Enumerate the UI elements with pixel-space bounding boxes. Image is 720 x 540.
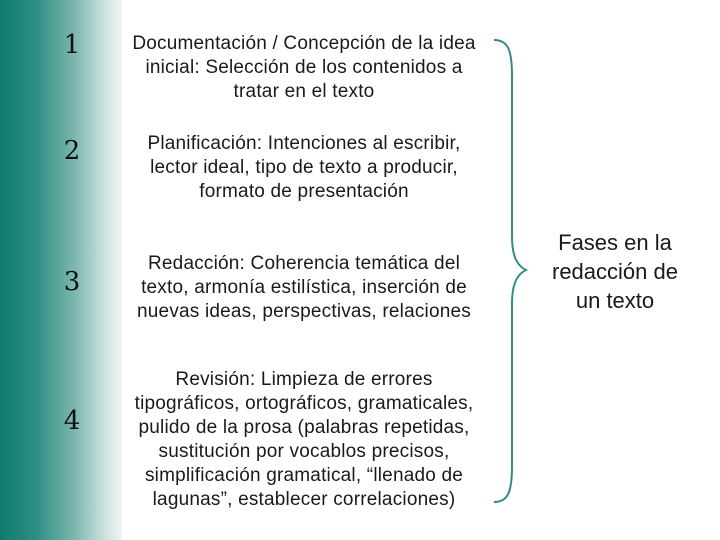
step-1-number: 1	[63, 30, 81, 60]
curly-brace-icon	[490, 36, 530, 506]
step-4-number: 4	[63, 406, 81, 436]
summary-label: Fases en la redacción de un texto	[552, 230, 678, 313]
grouping-brace	[490, 36, 530, 506]
step-3-number: 3	[63, 267, 81, 297]
step-3-text: Redacción: Coherencia temática del texto, armonía estilística, inserción de nuevas ideas, perspectivas, relaciones	[137, 253, 471, 322]
step-1-text: Documentación / Concepción de la idea inicial: Selección de los contenidos a tratar en el texto	[132, 33, 476, 102]
step-2-text: Planificación: Intenciones al escribir, lector ideal, tipo de texto a producir, formato de presentación	[147, 133, 461, 202]
step-2-number: 2	[63, 136, 81, 166]
step-4-text: Revisión: Limpieza de errores tipográficos, ortográficos, gramaticales, pulido de la prosa (palabras repetidas, sustitución por vocablos precisos, simplificación gramatical, “llenado de lagunas”, establecer correlaciones)	[134, 369, 474, 510]
